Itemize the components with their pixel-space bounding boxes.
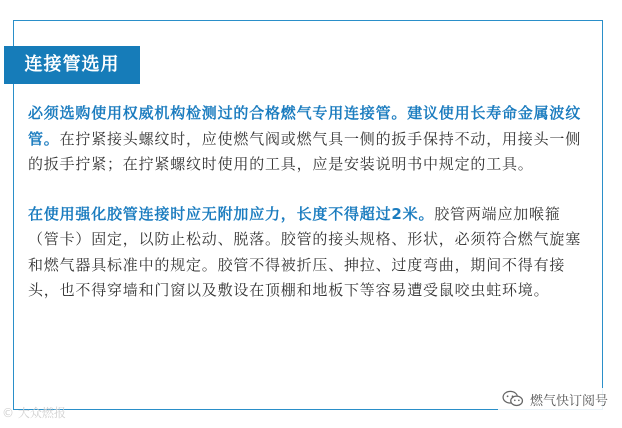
paragraph-1-body: 在拧紧接头螺纹时，应使燃气阀或燃气具一侧的扳手保持不动，用接头一侧的扳手拧紧；在拧紧螺纹时使用的工具，应是安装说明书中规定的工具。	[28, 129, 582, 173]
section-title-tag: 连接管选用	[4, 46, 140, 84]
paragraph-1	[28, 101, 592, 178]
paragraph-1-highlight: 必须选购使用权威机构检测过的合格燃气专用连接管。建议使用长寿命金属波纹管。	[28, 104, 582, 148]
article-content	[28, 101, 592, 328]
paragraph-2-highlight: 在使用强化胶管连接时应无附加应力，长度不得超过2米。	[28, 204, 435, 223]
paragraph-2-body: 胶管两端应加喉箍（管卡）固定，以防止松动、脱落。胶管的接头规格、形状，必须符合燃气旋塞和燃气器具标准中的规定。胶管不得被折压、抻拉、过度弯曲，期间不得有接头，也不得穿墙和门窗以及敷设在顶棚和地板下等容易遭受鼠咬虫蛀环境。	[28, 204, 582, 299]
source-watermark: © 大众燃报	[2, 406, 66, 420]
wechat-watermark	[498, 388, 612, 410]
paragraph-2	[28, 202, 592, 304]
wechat-account-name: 燃气快订阅号	[529, 393, 608, 409]
wechat-icon	[502, 390, 524, 408]
